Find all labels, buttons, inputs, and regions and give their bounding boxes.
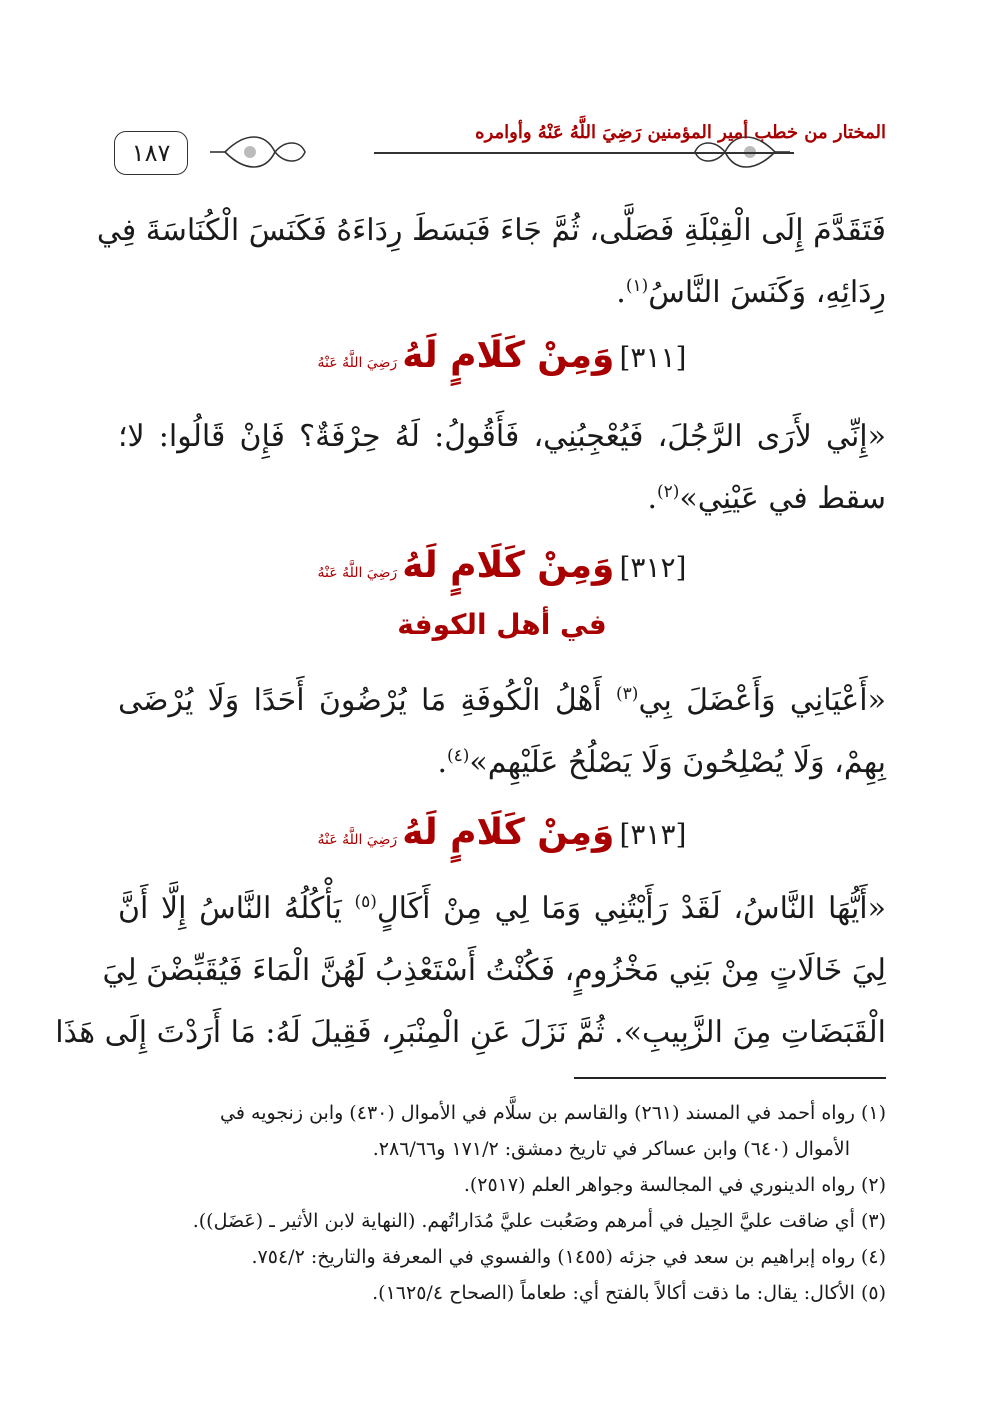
footnote-3: (٣) أي ضاقت عليَّ الحِيل في أمرهم وصَعُبت عليَّ مُدَاراتُهم. (النهاية لابن الأثير ـ (عَضَل)). (192, 1210, 886, 1232)
page-number: ١٨٧ (131, 139, 171, 167)
text-line: بِهِمْ، وَلَا يُصْلِحُونَ وَلَا يَصْلُحُ عَلَيْهِم»$^{(٤)}$. (437, 745, 886, 780)
section-311-text (118, 406, 886, 530)
text-line: رِدَائِهِ، وَكَنَسَ النَّاسُ$^{(١)}$. (616, 275, 886, 310)
section-heading-311 (118, 335, 886, 376)
text-line: «أَعْيَانِي وَأَعْضَلَ بِي$^{(٣)}$ أَهْلُ الْكُوفَةِ مَا يُرْضُونَ أَحَدًا وَلَا يُرْضَى (118, 683, 886, 718)
section-number: [٣١١] (619, 341, 687, 374)
page-number-box (114, 131, 188, 175)
section-title: وَمِنْ كَلَامٍ لَهُ (402, 335, 615, 376)
section-subtitle: في أهل الكوفة (397, 608, 607, 641)
text-line: لِيَ خَالَاتٍ مِنْ بَنِي مَخْزُومٍ، فَكُنْتُ أَسْتَعْذِبُ لَهُنَّ الْمَاءَ فَيُقَبِّضْنَ لِيَ (102, 953, 886, 988)
section-title: وَمِنْ كَلَامٍ لَهُ (402, 812, 615, 853)
text-line: فَتَقَدَّمَ إِلَى الْقِبْلَةِ فَصَلَّى، ثُمَّ جَاءَ فَبَسَطَ رِدَاءَهُ فَكَنَسَ الْكُنَاسَةَ فِي (96, 213, 886, 248)
footnotes (118, 1095, 886, 1311)
section-title: وَمِنْ كَلَامٍ لَهُ (402, 545, 615, 586)
footnote-ref[interactable]: (٤) (446, 746, 470, 766)
section-heading-312 (118, 545, 886, 586)
text-line: الْقَبَضَاتِ مِنَ الزَّبِيبِ». ثُمَّ نَزَلَ عَنِ الْمِنْبَرِ، فَقِيلَ لَهُ: مَا أَرَدْتَ إِلَى هَذَا (55, 1015, 886, 1050)
footnote-ref[interactable]: (٢) (657, 482, 680, 502)
running-header-title: المختار من خطب أمير المؤمنين رَضِيَ اللَّهُ عَنْهُ وأوامره (475, 122, 886, 143)
footnote-2: (٢) رواه الدينوري في المجالسة وجواهر العلم (٢٥١٧). (463, 1174, 886, 1196)
footnote-ref[interactable]: (٣) (616, 684, 639, 704)
footnote-1: (١) رواه أحمد في المسند (٢٦١) والقاسم بن سلَّام في الأموال (٤٣٠) وابن زنجويه في (220, 1102, 886, 1124)
section-honorific: رَضِيَ اللَّهُ عَنْهُ (317, 832, 398, 848)
intro-paragraph (96, 200, 886, 324)
section-honorific: رَضِيَ اللَّهُ عَنْهُ (317, 565, 398, 581)
footnote-5: (٥) الأكال: يقال: ما ذقت أكالاً بالفتح أي: طعاماً (الصحاح ١٦٢٥/٤). (372, 1282, 886, 1304)
section-number: [٣١٣] (619, 818, 687, 851)
section-312-text (118, 670, 886, 794)
text-line: سقط في عَيْنِي»$^{(٢)}$. (647, 481, 886, 516)
footnote-ref[interactable]: (٥) (354, 892, 377, 912)
section-honorific: رَضِيَ اللَّهُ عَنْهُ (317, 355, 398, 371)
text-line: «إِنِّي لأَرَى الرَّجُلَ، فَيُعْجِبُنِي، فَأَقُولُ: لَهُ حِرْفَةٌ؟ فَإِنْ قَالُوا: لا؛ (118, 419, 886, 454)
section-heading-313 (118, 812, 886, 853)
footnote-ref[interactable]: (١) (625, 276, 649, 296)
header-rule (374, 152, 794, 154)
section-313-text (55, 878, 886, 1064)
footnote-1-continued: الأموال (٦٤٠) وابن عساكر في تاريخ دمشق: ١٧١/٢ و٢٨٦/٦٦. (372, 1138, 850, 1160)
footnote-4: (٤) رواه إبراهيم بن سعد في جزئه (١٤٥٥) والفسوي في المعرفة والتاريخ: ٧٥٤/٢. (251, 1246, 886, 1268)
footnote-separator (574, 1077, 886, 1079)
text-line: «أَيُّهَا النَّاسُ، لَقَدْ رَأَيْتُنِي وَمَا لِي مِنْ أَكَالٍ$^{(٥)}$ يَأْكُلُهُ النَّاسُ إِلَّا أَنَّ (118, 891, 886, 926)
section-number: [٣١٢] (619, 551, 687, 584)
